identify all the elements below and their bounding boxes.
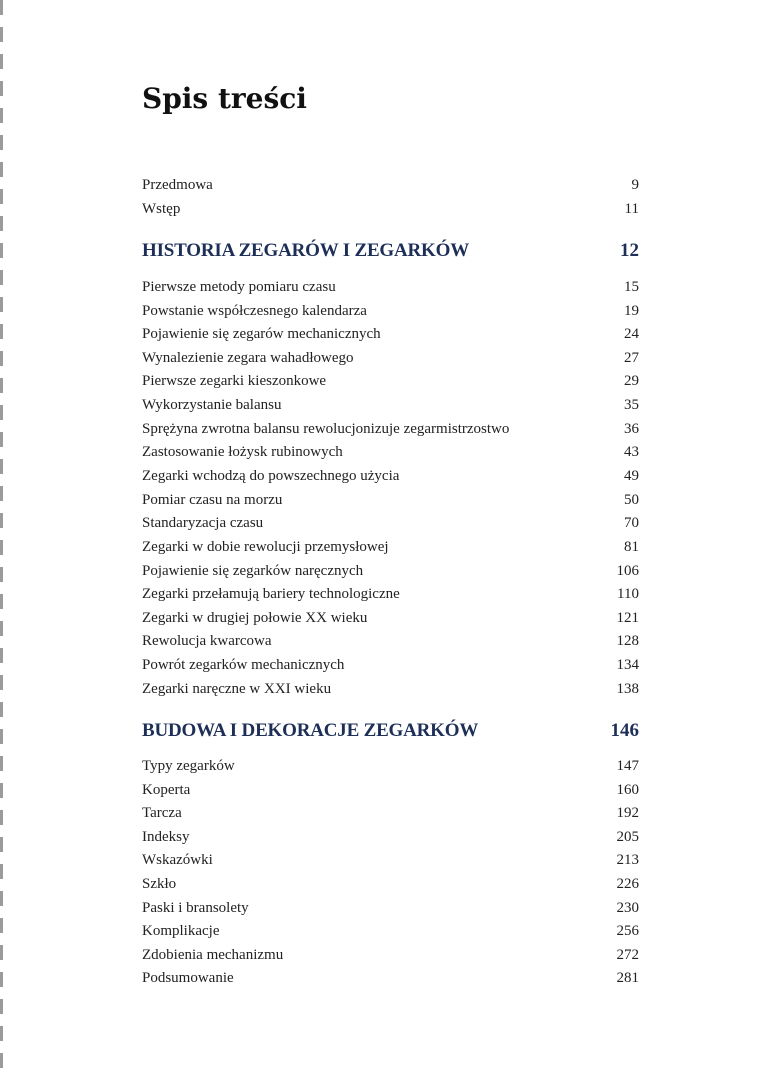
section-heading-label: BUDOWA I DEKORACJE ZEGARKÓW — [142, 720, 479, 741]
toc-entry-label: Pierwsze metody pomiaru czasu — [142, 279, 336, 295]
toc-entry[interactable] — [142, 563, 639, 585]
toc-entry-page: 9 — [631, 177, 639, 193]
toc-entry[interactable] — [142, 586, 639, 608]
toc-entry[interactable] — [142, 350, 639, 372]
toc-entry-page: 15 — [624, 279, 639, 295]
toc-entry-page: 110 — [617, 586, 639, 602]
toc-entry-label: Typy zegarków — [142, 758, 235, 774]
toc-entry-page: 256 — [616, 923, 639, 939]
toc-entry-label: Komplikacje — [142, 923, 220, 939]
toc-entry[interactable] — [142, 421, 639, 443]
toc-entry-page: 24 — [624, 326, 639, 342]
toc-entry-page: 128 — [616, 633, 639, 649]
toc-entry[interactable] — [142, 303, 639, 325]
toc-entry-page: 19 — [624, 303, 639, 319]
toc-entry-page: 134 — [616, 657, 639, 673]
toc-entry-label: Podsumowanie — [142, 970, 234, 986]
toc-entry-label: Koperta — [142, 782, 191, 798]
toc-entry[interactable] — [142, 610, 639, 632]
toc-entry-label: Wykorzystanie balansu — [142, 397, 282, 413]
toc-entry-label: Zegarki wchodzą do powszechnego użycia — [142, 468, 400, 484]
toc-entry-page: 121 — [616, 610, 639, 626]
toc-entry-label: Zegarki naręczne w XXI wieku — [142, 681, 332, 697]
toc-entry-page: 49 — [624, 468, 639, 484]
toc-entry-page: 272 — [616, 947, 639, 963]
toc-entry-page: 29 — [624, 373, 639, 389]
toc-entry-page: 70 — [624, 515, 639, 531]
toc-entry[interactable] — [142, 947, 639, 969]
toc-entry-label: Rewolucja kwarcowa — [142, 633, 272, 649]
toc-entry-label: Sprężyna zwrotna balansu rewolucjonizuje zegarmistrzostwo — [142, 421, 510, 437]
toc-entry[interactable] — [142, 900, 639, 922]
toc-entry-label: Zegarki w drugiej połowie XX wieku — [142, 610, 368, 626]
toc-entry-label: Pojawienie się zegarków naręcznych — [142, 563, 364, 579]
toc-entry-label: Pojawienie się zegarów mechanicznych — [142, 326, 381, 342]
toc-entry-label: Wynalezienie zegara wahadłowego — [142, 350, 354, 366]
toc-entry[interactable] — [142, 970, 639, 992]
toc-entry-page: 192 — [616, 805, 639, 821]
toc-entry-page: 230 — [616, 900, 639, 916]
toc-entry-page: 81 — [624, 539, 639, 555]
toc-entry[interactable] — [142, 279, 639, 301]
toc-entry[interactable] — [142, 852, 639, 874]
toc-entry-page: 43 — [624, 444, 639, 460]
section-heading-page: 146 — [610, 720, 639, 741]
toc-entry-page: 138 — [616, 681, 639, 697]
toc-entry-label: Powrót zegarków mechanicznych — [142, 657, 345, 673]
toc-entry[interactable] — [142, 657, 639, 679]
toc-entry-page: 35 — [624, 397, 639, 413]
toc-entry-page: 160 — [616, 782, 639, 798]
toc-entry-label: Standaryzacja czasu — [142, 515, 264, 531]
toc-entry[interactable] — [142, 468, 639, 490]
toc-entry-front-1[interactable] — [142, 177, 639, 199]
section-heading-label: HISTORIA ZEGARÓW I ZEGARKÓW — [142, 240, 470, 261]
toc-entry[interactable] — [142, 876, 639, 898]
toc-entry[interactable] — [142, 633, 639, 655]
toc-entry[interactable] — [142, 782, 639, 804]
section-heading-historia[interactable] — [142, 240, 639, 262]
toc-entry-page: 50 — [624, 492, 639, 508]
toc-entry[interactable] — [142, 326, 639, 348]
toc-entry-page: 11 — [624, 201, 639, 217]
toc-entry[interactable] — [142, 681, 639, 703]
toc-entry-page: 226 — [616, 876, 639, 892]
toc-entry-label: Wstęp — [142, 201, 181, 217]
toc-entry-label: Pierwsze zegarki kieszonkowe — [142, 373, 327, 389]
section-heading-budowa[interactable] — [142, 720, 639, 742]
toc-entry-label: Zdobienia mechanizmu — [142, 947, 284, 963]
toc-entry-label: Pomiar czasu na morzu — [142, 492, 283, 508]
toc-entry[interactable] — [142, 492, 639, 514]
toc-entry[interactable] — [142, 373, 639, 395]
toc-entry[interactable] — [142, 829, 639, 851]
toc-entry-label: Indeksy — [142, 829, 190, 845]
page-title: Spis treści — [142, 82, 307, 115]
toc-entry-label: Zegarki przełamują bariery technologiczne — [142, 586, 400, 602]
toc-entry-label: Zastosowanie łożysk rubinowych — [142, 444, 343, 460]
toc-entry[interactable] — [142, 923, 639, 945]
toc-entry-page: 205 — [616, 829, 639, 845]
toc-entry[interactable] — [142, 539, 639, 561]
toc-entry-page: 147 — [616, 758, 639, 774]
toc-entry-page: 27 — [624, 350, 639, 366]
toc-entry-label: Przedmowa — [142, 177, 213, 193]
toc-entry-page: 213 — [616, 852, 639, 868]
toc-entry-label: Paski i bransolety — [142, 900, 249, 916]
toc-entry[interactable] — [142, 444, 639, 466]
toc-entry-label: Szkło — [142, 876, 177, 892]
toc-entry-label: Wskazówki — [142, 852, 213, 868]
toc-entry-page: 36 — [624, 421, 639, 437]
toc-entry[interactable] — [142, 805, 639, 827]
toc-entry-label: Zegarki w dobie rewolucji przemysłowej — [142, 539, 389, 555]
toc-entry-label: Powstanie współczesnego kalendarza — [142, 303, 367, 319]
toc-entry-front-2[interactable] — [142, 201, 639, 223]
toc-entry[interactable] — [142, 515, 639, 537]
toc-entry[interactable] — [142, 758, 639, 780]
toc-entry[interactable] — [142, 397, 639, 419]
toc-entry-page: 281 — [616, 970, 639, 986]
toc-entry-label: Tarcza — [142, 805, 182, 821]
toc-entry-page: 106 — [616, 563, 639, 579]
section-heading-page: 12 — [620, 240, 639, 261]
